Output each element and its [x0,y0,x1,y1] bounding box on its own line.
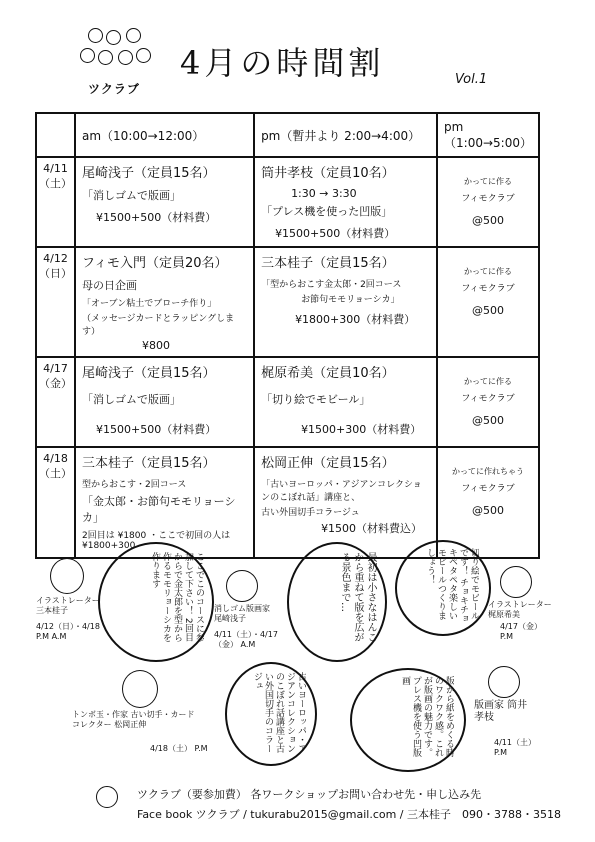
brand-logo-text: ツクラブ [88,82,140,96]
illustration-ozaki-face [226,570,258,602]
late-club: フィモクラブ [461,484,515,494]
mimoto-caption: イラストレーター 三本桂子 [36,596,100,615]
session-line: お節句モモリョーシカ」 [301,295,400,305]
ozaki-dates: 4/11（土）・4/17（金） A.M [214,630,278,649]
table-row [36,247,539,357]
session-line: 1:30 → 3:30 [291,187,357,200]
session-title: 尾崎浅子（定員15名） [82,166,216,181]
mimoto-bubble-text: ここでこのコースに参加して下さい！ 2回目からで金太郎を型から作るモモリョーシカを作ります [150,552,204,642]
tsutsui-bubble-text: 版から紙をめくる時のワクワク感。これが版画の魅力です。プレス機を使う凹版画 [400,676,454,757]
volume-label: Vol.1 [455,72,488,87]
matsuoka-caption: トンボ玉・作家 古い切手・カードコレクター 松岡正伸 [72,710,195,729]
session-line: 型からおこす・2回コース [82,480,187,490]
late-price: @500 [472,214,505,227]
session-line: （メッセージカードとラッピングします） [82,314,235,337]
date-cell: 4/17（金） [36,357,75,447]
matsuoka-bubble-text: 古いヨーロッパ・アジアンコレクションのこぼれ話講座と古い外国切手のコラージュ [252,672,306,753]
tsutsui-caption: 版画家 筒井孝枝 [474,700,528,723]
illustration-tsutsui-face [488,666,520,698]
page-title: 4月の時間割 [180,44,385,82]
illustration-matsuoka-face [122,670,158,708]
session-line: 「オーブン粘土でブローチ作り」 [82,299,217,309]
ozaki-caption: 消しゴム版画家 尾崎浅子 [214,604,270,623]
illustration-kajiwara-face [500,566,532,598]
session-line: 「型からおこす金太郎・2回コース [261,280,402,290]
late-price: @500 [472,304,505,317]
late-club: フィモクラブ [461,394,515,404]
late-price: @500 [472,504,505,517]
kajiwara-dates: 4/17（金） P.M [500,622,542,641]
session-line: 「古いヨーロッパ・アジアンコレクションのこぼれ話」講座と、 [261,480,422,503]
late-label: かってに作る [464,177,513,186]
kajiwara-bubble-text: 切り絵でモビールです！ チョキチョキペタペタ楽しいモビールつくりましょう！ [425,548,479,623]
session-line: 古い外国切手コラージュ [261,508,360,518]
late-session [437,247,539,357]
session-price: ¥1500+500（材料費） [96,423,217,436]
ozaki-bubble-text: 最初は小さなはんこから重ねて版を広がる景色まで… [339,552,376,642]
session-price: ¥1500+300（材料費） [301,423,422,436]
pm-session [254,157,437,247]
footer-contact-line: ツクラブ（要参加費） 各ワークショップお問い合わせ先・申し込み先 [137,788,482,801]
am-session [75,247,254,357]
session-price: ¥1800+300（材料費） [295,313,416,326]
tsutsui-dates: 4/11（土） P.M [494,738,536,757]
matsuoka-dates: 4/18（土） P.M [150,744,208,753]
late-label: かってに作れちゃう [452,467,525,476]
session-title: 三本桂子（定員15名） [82,456,216,471]
late-club: フィモクラブ [461,194,515,204]
session-title: フィモ入門（定員20名） [82,256,228,271]
am-session [75,357,254,447]
date-header [36,113,75,157]
session-title: 梶原希美（定員10名） [261,366,395,381]
timetable [35,112,540,559]
session-line: 「プレス機を使った凹版」 [261,205,393,218]
session-line: 「消しゴムで版画」 [82,189,181,202]
table-row [36,357,539,447]
pm-session [254,247,437,357]
table-row [36,447,539,558]
session-price: ¥1500+500（材料費） [275,227,396,240]
session-title: 筒井孝枝（定員10名） [261,166,395,181]
table-row [36,157,539,247]
late-session [437,357,539,447]
session-price: ¥800 [142,339,170,352]
date-cell: 4/11（土） [36,157,75,247]
session-line: 「金太郎・お節句モモリョーシカ」 [82,495,236,524]
am-session [75,157,254,247]
logo-dots [70,26,160,86]
late-label: かってに作る [464,267,513,276]
session-line: 「消しゴムで版画」 [82,393,181,406]
session-price: ¥1500（材料費込） [321,522,423,535]
kajiwara-caption: イラストレーター 梶原希美 [488,600,552,619]
pm-header: pm（暫井より 2:00→4:00） [254,113,437,157]
session-price: ¥1500+500（材料費） [96,211,217,224]
mimoto-dates: 4/12（日）・4/18 P.M A.M [36,622,100,641]
am-header: am（10:00→12:00） [75,113,254,157]
session-title: 松岡正伸（定員15名） [261,456,395,471]
late-label: かってに作る [464,377,513,386]
pm-session [254,357,437,447]
footer-contact-details: Face book ツクラブ / tukurabu2015@gmail.com / 三本桂子 090・3788・3518 [137,808,561,821]
late-price: @500 [472,414,505,427]
late-header: pm（1:00→5:00） [437,113,539,157]
session-line: 「切り絵でモビール」 [261,393,371,406]
session-line: 2回目は ¥1800 ・ここで初回の人は ¥1800+300 [82,531,231,551]
session-line: 母の日企画 [82,279,137,292]
late-session [437,157,539,247]
pm-session [254,447,437,558]
late-club: フィモクラブ [461,284,515,294]
session-title: 尾崎浅子（定員15名） [82,366,216,381]
date-cell: 4/12（日） [36,247,75,357]
smiley-logo-icon [96,786,118,808]
session-title: 三本桂子（定員15名） [261,256,395,271]
date-cell: 4/18（土） [36,447,75,558]
am-session [75,447,254,558]
illustration-mimoto-face [50,558,84,594]
